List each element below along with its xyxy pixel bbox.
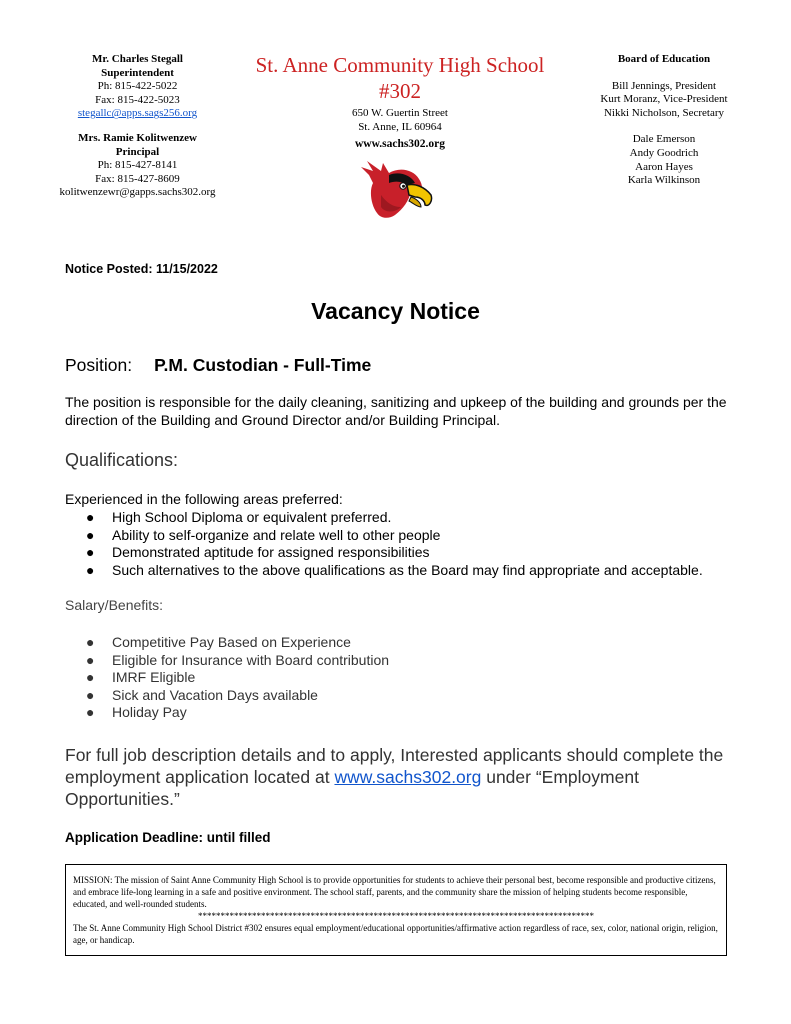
board-member: Aaron Hayes: [635, 160, 693, 173]
principal-email: kolitwenzewr@gapps.sachs302.org: [59, 186, 216, 199]
application-deadline: Application Deadline: until filled: [65, 830, 271, 845]
board-member: Andy Goodrich: [629, 146, 699, 159]
board-officer: Bill Jennings, President: [611, 79, 717, 92]
separator: ****************************************************************************************: [198, 911, 594, 921]
list-item: ● IMRF Eligible: [86, 669, 196, 685]
school-address-street: 650 W. Guertin Street: [352, 107, 448, 119]
list-item: ● Holiday Pay: [86, 704, 187, 720]
position-description: The position is responsible for the daily cleaning, sanitizing and upkeep of the building and grounds per the direction of the Building and Ground Director and/or Building Principal.: [65, 394, 727, 428]
principal-phone: Ph: 815-427-8141: [97, 159, 178, 172]
board-officer: Kurt Moranz, Vice-President: [600, 93, 728, 106]
school-name-line1: St. Anne Community High School: [255, 53, 545, 77]
school-address-city: St. Anne, IL 60964: [358, 121, 442, 133]
position-line: [65, 355, 371, 376]
list-item: ● Demonstrated aptitude for assigned responsibilities: [86, 544, 430, 560]
school-header: [248, 52, 552, 150]
principal-name: Mrs. Ramie Kolitwenzew: [78, 131, 197, 144]
list-item: ● Ability to self-organize and relate well to other people: [86, 526, 441, 543]
apply-instructions: For full job description details and to apply, Interested applicants should complete the employment application located at www.sachs302.org under “Employment Opportunities.”: [65, 745, 724, 809]
notice-posted-date: Notice Posted: 11/15/2022: [65, 262, 218, 276]
school-website: www.sachs302.org: [354, 138, 446, 150]
board-member: Dale Emerson: [632, 133, 696, 146]
mission-statement: MISSION: The mission of Saint Anne Community High School is to provide opportunities for students to achieve their personal best, become responsible and productive citizens, and embrace life-long learning in a safe and positive environment. The school staff, parents, and the community share the mission of helping students become responsible, educated, and well-rounded students.: [73, 875, 716, 909]
qualifications-heading: Qualifications:: [65, 450, 179, 470]
superintendent-name: Mr. Charles Stegall: [92, 53, 183, 65]
board-officer: Nikki Nicholson, Secretary: [603, 106, 725, 119]
board-heading: Board of Education: [617, 53, 711, 65]
redbird-mascot-icon: [359, 161, 433, 223]
website-link[interactable]: www.sachs302.org: [334, 767, 482, 787]
position-label: Position:: [65, 355, 133, 375]
superintendent-title: Superintendent: [101, 66, 174, 79]
contacts-left: [40, 53, 235, 200]
board-of-education: [578, 53, 750, 188]
page-title: Vacancy Notice: [311, 298, 480, 324]
benefits-list: [86, 634, 389, 722]
list-item: ● Sick and Vacation Days available: [86, 686, 318, 703]
list-item: ● Eligible for Insurance with Board contribution: [86, 651, 390, 668]
equal-opportunity-statement: The St. Anne Community High School District #302 ensures equal employment/educational opportunities/affirmative action regardless of race, sex, color, national origin, religion, age, or handicap.: [73, 923, 718, 945]
list-item: ● Such alternatives to the above qualifications as the Board may find appropriate and acceptable.: [86, 561, 703, 578]
board-member: Karla Wilkinson: [627, 174, 701, 187]
superintendent-email-link[interactable]: stegallc@apps.sags256.org: [77, 107, 198, 120]
list-item: ● Competitive Pay Based on Experience: [86, 634, 351, 650]
qualifications-list: [86, 509, 703, 579]
principal-fax: Fax: 815-427-8609: [95, 172, 180, 185]
superintendent-fax: Fax: 815-422-5023: [95, 93, 180, 106]
list-item: ● High School Diploma or equivalent preferred.: [86, 509, 392, 525]
qualifications-intro: Experienced in the following areas preferred:: [65, 491, 343, 507]
principal-title: Principal: [115, 145, 160, 158]
school-name-line2: #302: [379, 79, 421, 103]
position-value: P.M. Custodian - Full-Time: [154, 355, 372, 375]
salary-heading: Salary/Benefits:: [65, 597, 164, 613]
superintendent-phone: Ph: 815-422-5022: [97, 80, 178, 93]
mission-statement-box: [65, 864, 727, 956]
